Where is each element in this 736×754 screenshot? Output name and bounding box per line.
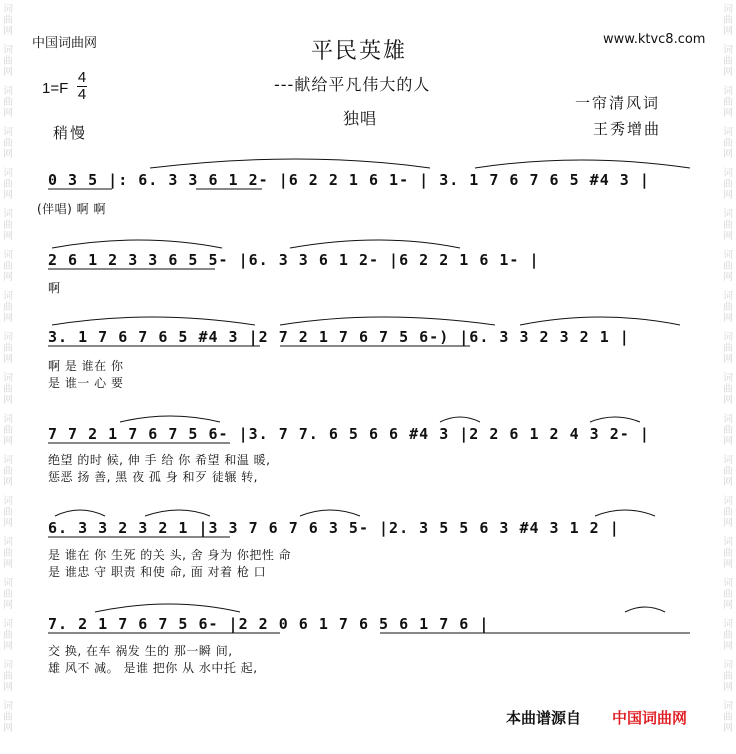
watermark-glyph: 网 xyxy=(3,723,13,734)
watermark-glyph: 曲 xyxy=(723,384,733,395)
watermark-glyph: 词 xyxy=(3,619,13,630)
watermark-glyph: 词 xyxy=(3,373,13,384)
watermark-glyph: 曲 xyxy=(723,712,733,723)
staff-line-6-lyrics-verse2: 雄 风不 减。 是谁 把你 从 水中托 起, xyxy=(48,661,258,675)
watermark-glyph: 曲 xyxy=(3,97,13,108)
staff-line-2-lyrics: 啊 xyxy=(48,281,61,295)
staff-line-1-notes: 0 3 5 |: 6. 3 3 6 1 2- |6 2 2 1 6 1- | 3. 1 7 6 7 6 5 #4 3 | xyxy=(48,171,650,189)
time-signature-top: 4 xyxy=(77,69,87,86)
watermark-glyph: 曲 xyxy=(3,671,13,682)
slur-mark xyxy=(95,604,240,612)
watermark-glyph: 词 xyxy=(723,496,733,507)
watermark-glyph: 词 xyxy=(3,250,13,261)
watermark-glyph: 曲 xyxy=(3,384,13,395)
watermark-glyph: 曲 xyxy=(723,548,733,559)
watermark-glyph: 曲 xyxy=(3,466,13,477)
watermark-glyph: 词 xyxy=(723,45,733,56)
watermark-glyph: 词 xyxy=(3,127,13,138)
watermark-glyph: 曲 xyxy=(3,15,13,26)
watermark-glyph: 曲 xyxy=(3,425,13,436)
slur-mark xyxy=(52,317,255,325)
watermark-glyph: 词 xyxy=(723,578,733,589)
watermark-glyph: 词 xyxy=(723,86,733,97)
watermark-glyph: 曲 xyxy=(723,97,733,108)
watermark-glyph: 曲 xyxy=(723,179,733,190)
watermark-glyph: 曲 xyxy=(3,179,13,190)
staff-line-5-lyrics-verse1: 是 谁在 你 生死 的关 头, 舍 身为 你把性 命 xyxy=(48,548,292,562)
song-title: 平民英雄 xyxy=(311,39,408,64)
watermark-glyph: 网 xyxy=(723,436,733,447)
slur-mark xyxy=(475,160,690,168)
watermark-glyph: 网 xyxy=(723,723,733,734)
staff-line-5-notes: 6. 3 3 2 3 2 1 |3 3 7 6 7 6 3 5- |2. 3 5 5 6 3 #4 3 1 2 | xyxy=(48,519,620,537)
slur-mark xyxy=(52,240,222,248)
watermark-glyph: 网 xyxy=(3,26,13,37)
watermark-glyph: 曲 xyxy=(723,138,733,149)
watermark-glyph: 词 xyxy=(3,537,13,548)
watermark-glyph: 词 xyxy=(723,619,733,630)
watermark-glyph: 词 xyxy=(723,660,733,671)
staff-line-2-notes: 2 6 1 2 3 3 6 5 5- |6. 3 3 6 1 2- |6 2 2 1 6 1- | xyxy=(48,251,540,269)
watermark-glyph: 曲 xyxy=(723,220,733,231)
watermark-glyph: 网 xyxy=(3,682,13,693)
watermark-glyph: 曲 xyxy=(723,589,733,600)
watermark-glyph: 网 xyxy=(3,559,13,570)
staff-line-1-lyrics: (伴唱) 啊 啊 xyxy=(37,202,106,216)
song-subtitle: ---献给平凡伟大的人 xyxy=(274,75,431,94)
watermark-glyph: 网 xyxy=(723,190,733,201)
watermark-glyph: 词 xyxy=(3,209,13,220)
watermark-glyph: 词 xyxy=(3,291,13,302)
watermark-glyph: 曲 xyxy=(3,220,13,231)
watermark-glyph: 词 xyxy=(3,578,13,589)
slur-mark xyxy=(150,159,430,168)
watermark-glyph: 网 xyxy=(3,313,13,324)
watermark-glyph: 词 xyxy=(3,496,13,507)
watermark-glyph: 网 xyxy=(3,354,13,365)
watermark-glyph: 网 xyxy=(723,313,733,324)
site-url-right: www.ktvc8.com xyxy=(603,32,706,47)
slur-mark xyxy=(120,416,220,422)
watermark-glyph: 网 xyxy=(3,149,13,160)
slur-mark xyxy=(440,417,480,422)
watermark-glyph: 词 xyxy=(723,332,733,343)
watermark-glyph: 词 xyxy=(723,373,733,384)
watermark-glyph: 网 xyxy=(3,272,13,283)
watermark-glyph: 词 xyxy=(3,660,13,671)
watermark-glyph: 网 xyxy=(3,518,13,529)
composer-credit: 王秀增曲 xyxy=(593,120,662,138)
watermark-glyph: 曲 xyxy=(3,56,13,67)
staff-line-6-lyrics-verse1: 交 换, 在车 祸发 生的 那一瞬 间, xyxy=(48,644,233,658)
performance-type: 独唱 xyxy=(343,109,378,128)
staff-line-3-notes: 3. 1 7 6 7 6 5 #4 3 |2 7 2 1 7 6 7 5 6-) |6. 3 3 2 3 2 1 | xyxy=(48,328,630,346)
watermark-glyph: 网 xyxy=(723,67,733,78)
watermark-glyph: 曲 xyxy=(723,15,733,26)
watermark-glyph: 网 xyxy=(723,272,733,283)
watermark-glyph: 词 xyxy=(723,537,733,548)
watermark-glyph: 网 xyxy=(3,641,13,652)
key-signature: 1=F xyxy=(42,80,69,97)
watermark-glyph: 曲 xyxy=(723,507,733,518)
watermark-glyph: 曲 xyxy=(3,343,13,354)
watermark-glyph: 词 xyxy=(723,4,733,15)
watermark-glyph: 曲 xyxy=(723,671,733,682)
watermark-glyph: 曲 xyxy=(723,630,733,641)
watermark-glyph: 网 xyxy=(3,231,13,242)
slur-mark xyxy=(280,317,495,325)
watermark-glyph: 曲 xyxy=(723,261,733,272)
watermark-glyph: 曲 xyxy=(3,589,13,600)
watermark-glyph: 词 xyxy=(3,4,13,15)
slur-mark xyxy=(145,510,210,516)
time-signature-bottom: 4 xyxy=(77,86,87,103)
watermark-glyph: 词 xyxy=(723,414,733,425)
watermark-glyph: 曲 xyxy=(3,138,13,149)
watermark-glyph: 曲 xyxy=(723,302,733,313)
watermark-glyph: 词 xyxy=(723,455,733,466)
watermark-glyph: 网 xyxy=(723,477,733,488)
watermark-glyph: 曲 xyxy=(3,548,13,559)
watermark-glyph: 网 xyxy=(723,641,733,652)
watermark-glyph: 曲 xyxy=(723,343,733,354)
watermark-glyph: 词 xyxy=(3,332,13,343)
watermark-glyph: 网 xyxy=(723,108,733,119)
watermark-glyph: 网 xyxy=(723,26,733,37)
source-caption: 本曲谱源自 xyxy=(506,709,582,727)
slur-mark xyxy=(595,510,655,516)
watermark-glyph: 词 xyxy=(3,86,13,97)
slur-mark xyxy=(290,240,460,248)
watermark-glyph: 词 xyxy=(3,414,13,425)
watermark-glyph: 网 xyxy=(723,518,733,529)
watermark-glyph: 曲 xyxy=(723,425,733,436)
watermark-glyph: 网 xyxy=(723,231,733,242)
staff-line-3-lyrics-verse1: 啊 是 谁在 你 xyxy=(48,359,124,373)
staff-line-5-lyrics-verse2: 是 谁忠 守 职责 和使 命, 面 对着 枪 口 xyxy=(48,565,267,579)
slur-mark xyxy=(625,607,665,612)
watermark-glyph: 网 xyxy=(723,149,733,160)
watermark-glyph: 曲 xyxy=(723,466,733,477)
slur-mark xyxy=(520,317,680,325)
site-name-left: 中国词曲网 xyxy=(32,36,98,51)
watermark-glyph: 曲 xyxy=(723,56,733,67)
watermark-glyph: 网 xyxy=(3,436,13,447)
staff-line-6-notes: 7. 2 1 7 6 7 5 6- |2 2 0 6 1 7 6 5 6 1 7 6 | xyxy=(48,615,490,633)
watermark-glyph: 词 xyxy=(723,291,733,302)
watermark-glyph: 曲 xyxy=(3,630,13,641)
slur-mark xyxy=(300,510,360,516)
watermark-glyph: 曲 xyxy=(3,302,13,313)
watermark-glyph: 词 xyxy=(723,209,733,220)
tempo-marking: 稍慢 xyxy=(53,124,88,142)
watermark-glyph: 词 xyxy=(3,45,13,56)
watermark-glyph: 词 xyxy=(723,250,733,261)
slur-mark xyxy=(55,510,105,516)
watermark-glyph: 网 xyxy=(3,67,13,78)
watermark-glyph: 词 xyxy=(3,701,13,712)
watermark-glyph: 词 xyxy=(723,701,733,712)
lyricist-credit: 一帘清风词 xyxy=(575,94,661,112)
watermark-glyph: 曲 xyxy=(3,712,13,723)
watermark-glyph: 网 xyxy=(3,600,13,611)
watermark-glyph: 词 xyxy=(3,455,13,466)
watermark-glyph: 网 xyxy=(3,395,13,406)
staff-line-4-lyrics-verse2: 惩恶 扬 善, 黑 夜 孤 身 和歹 徒辗 转, xyxy=(48,470,258,484)
watermark-glyph: 曲 xyxy=(3,507,13,518)
staff-line-4-notes: 7 7 2 1 7 6 7 5 6- |3. 7 7. 6 5 6 6 #4 3 |2 2 6 1 2 4 3 2- | xyxy=(48,425,650,443)
watermark-glyph: 词 xyxy=(3,168,13,179)
staff-line-3-lyrics-verse2: 是 谁一 心 要 xyxy=(48,376,124,390)
watermark-glyph: 网 xyxy=(723,600,733,611)
watermark-glyph: 词 xyxy=(723,127,733,138)
watermark-glyph: 网 xyxy=(3,190,13,201)
watermark-glyph: 词 xyxy=(723,168,733,179)
watermark-glyph: 网 xyxy=(3,108,13,119)
slur-mark xyxy=(590,417,640,422)
watermark-glyph: 网 xyxy=(723,395,733,406)
source-site-name: 中国词曲网 xyxy=(612,709,688,727)
watermark-glyph: 曲 xyxy=(3,261,13,272)
watermark-glyph: 网 xyxy=(3,477,13,488)
staff-line-4-lyrics-verse1: 绝望 的时 候, 伸 手 给 你 希望 和温 暖, xyxy=(48,453,271,467)
watermark-glyph: 网 xyxy=(723,354,733,365)
watermark-glyph: 网 xyxy=(723,559,733,570)
watermark-glyph: 网 xyxy=(723,682,733,693)
